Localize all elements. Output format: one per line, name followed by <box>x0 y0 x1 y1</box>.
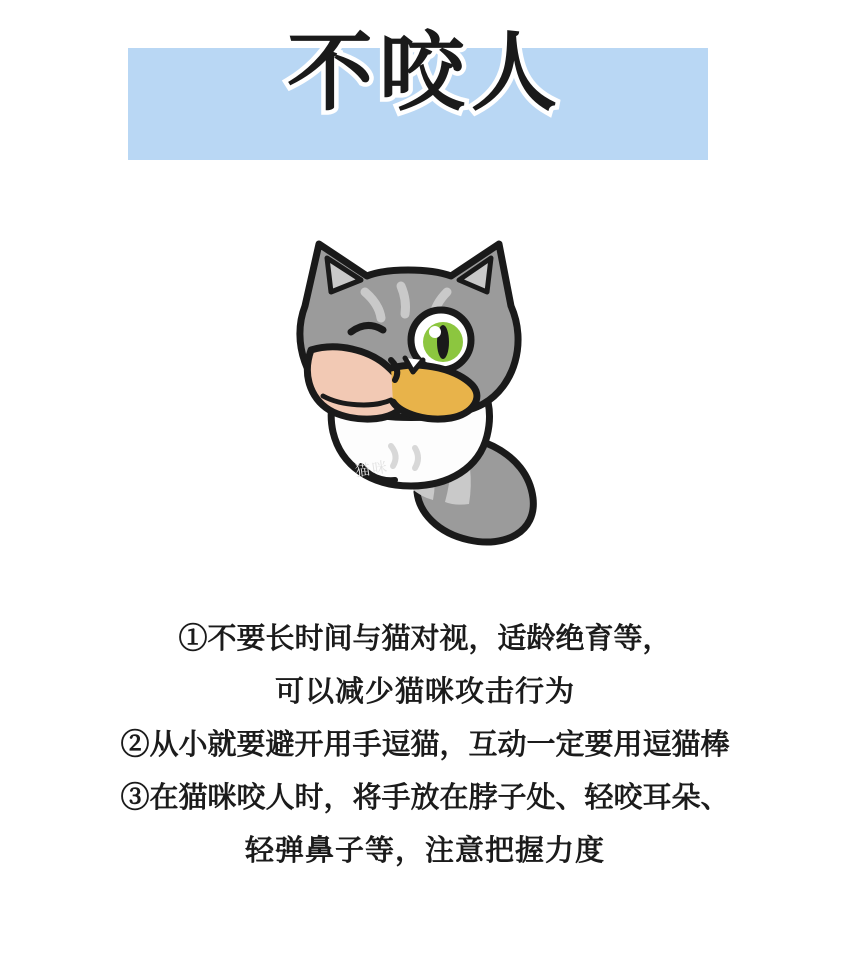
watermark-text: 猫咪 <box>354 458 391 481</box>
tip-line-3: ②从小就要避开用手逗猫，互动一定要用逗猫棒 <box>120 727 730 761</box>
tips-section <box>0 612 850 877</box>
tip-line-5: 轻弹鼻子等，注意把握力度 <box>244 833 605 867</box>
cat-illustration-svg <box>215 200 635 580</box>
tip-line-2: 可以减少猫咪攻击行为 <box>274 674 575 708</box>
cat-illustration <box>0 200 850 600</box>
page-title: 不咬人 <box>287 23 563 123</box>
title-section <box>0 0 850 200</box>
tip-line-1: ①不要长时间与猫对视，适龄绝育等， <box>178 621 672 655</box>
tip-line-4: ③在猫咪咬人时，将手放在脖子处、轻咬耳朵、 <box>120 780 730 814</box>
cat-eye-highlight <box>429 326 441 338</box>
